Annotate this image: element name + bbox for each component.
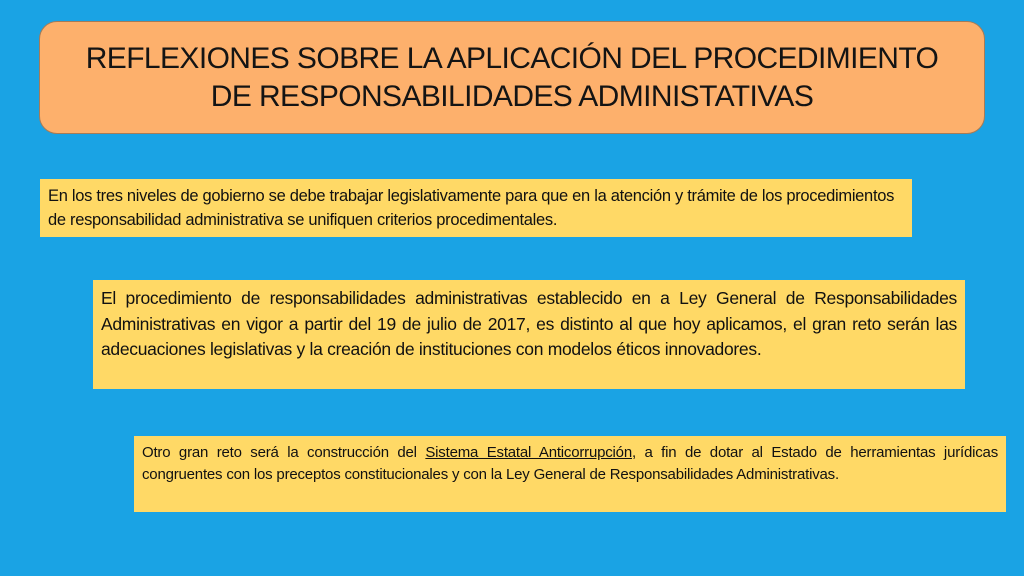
title-line-2: DE RESPONSABILIDADES ADMINISTATIVAS — [210, 79, 814, 113]
paragraph-3-after: , a fin de dotar al Estado de herramientas jurídicas congruentes con los preceptos constitucionales y con la Ley General de Responsabilidades Administrativas. — [142, 444, 998, 483]
text-box-levels-of-government — [40, 179, 912, 237]
slide-title — [66, 40, 959, 116]
title-banner — [39, 21, 985, 134]
text-box-anticorruption-system — [134, 436, 1006, 512]
text-box-procedure — [93, 280, 965, 389]
paragraph-1: En los tres niveles de gobierno se debe trabajar legislativamente para que en la atención y trámite de los procedimientos de responsabilidad administrativa se unifiquen criterios procedimentales. — [48, 187, 895, 229]
paragraph-3-highlight: Sistema Estatal Anticorrupción — [425, 444, 632, 461]
paragraph-3-before: Otro gran reto será la construcción del — [142, 444, 426, 461]
title-line-1: REFLEXIONES SOBRE LA APLICACIÓN DEL PROCEDIMIENTO — [85, 41, 939, 75]
paragraph-2: El procedimiento de responsabilidades administrativas establecido en a Ley General de Responsabilidades Administrativas en vigor a partir del 19 de julio de 2017, es distinto al que hoy aplicamos, el gran reto serán las adecuaciones legislativas y la creación de instituciones con modelos éticos innovadores. — [101, 288, 957, 359]
